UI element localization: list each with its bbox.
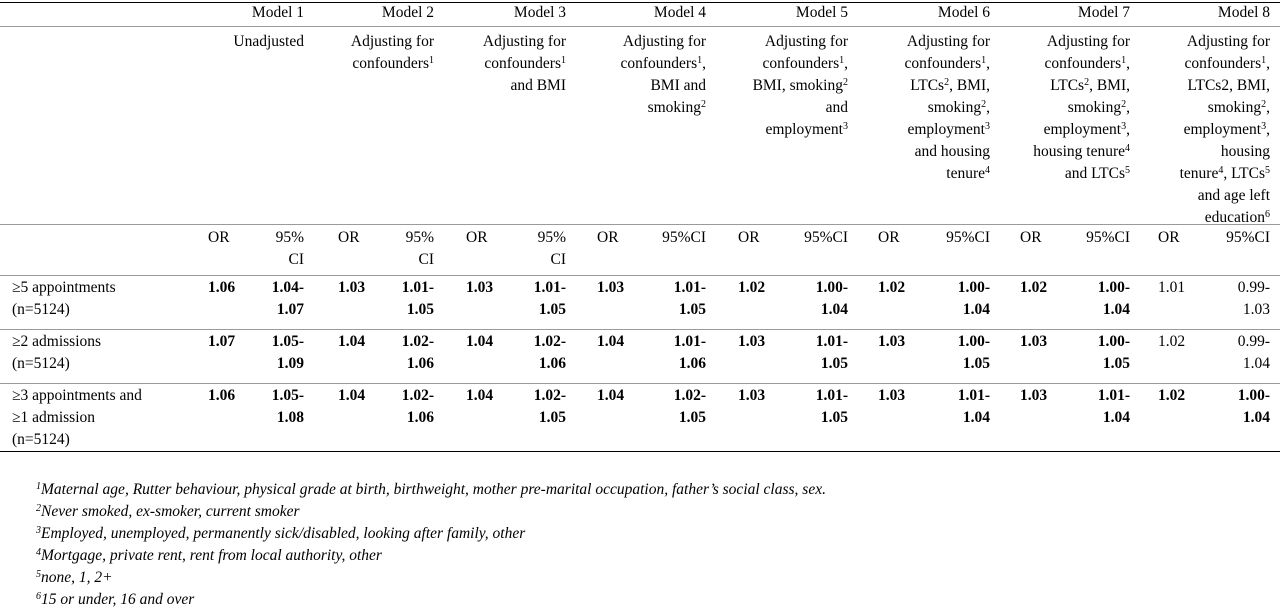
model-name: Model 7 [1077, 4, 1130, 21]
model-description-line: and BMI [510, 77, 566, 94]
model-description-line: smoking$^2$, [927, 99, 990, 116]
confidence-interval-value: 0.99- [1237, 279, 1270, 296]
model-description-line: education$^6$ [1204, 209, 1270, 226]
odds-ratio-value: 1.03 [738, 333, 766, 350]
ci-header: CI [418, 251, 434, 268]
model-description-line: housing [1220, 143, 1270, 160]
footnote-text: 15 or under, 16 and over [41, 591, 195, 608]
model-description-line: Adjusting for [906, 33, 990, 50]
confidence-interval-value: 1.00- [1097, 333, 1130, 350]
footnote-text: Employed, unemployed, permanently sick/disabled, looking after family, other [41, 525, 526, 542]
model-name: Model 5 [795, 4, 848, 21]
odds-ratio-value: 1.04 [338, 387, 366, 404]
model-description-line: Adjusting for [764, 33, 848, 50]
confidence-interval-value: 1.02- [533, 387, 566, 404]
confidence-interval-value: 1.04 [1242, 355, 1270, 372]
model-description-line: BMI and [650, 77, 706, 94]
odds-ratio-value: 1.04 [338, 333, 366, 350]
table-rule [0, 224, 1280, 225]
model-description-line: Unadjusted [233, 33, 304, 50]
table-rule [0, 275, 1280, 276]
footnote-marker: 2 [36, 503, 41, 514]
ci-header: 95%CI [946, 229, 990, 246]
model-description-line: and LTCs$^5$ [1064, 165, 1130, 182]
confidence-interval-value: 1.05 [678, 409, 706, 426]
row-label: ≥2 admissions [12, 333, 102, 350]
confidence-interval-value: 1.01- [401, 279, 434, 296]
ci-header: CI [550, 251, 566, 268]
model-description-line: confounders$^1$, [1184, 55, 1270, 72]
ci-header: 95%CI [662, 229, 706, 246]
model-description-line: employment$^3$, [1183, 121, 1270, 138]
confidence-interval-value: 1.08 [276, 409, 304, 426]
confidence-interval-value: 1.06 [678, 355, 706, 372]
footnote-text: Maternal age, Rutter behaviour, physical grade at birth, birthweight, mother pre-marital occupation, father’s social class, sex. [41, 481, 826, 498]
confidence-interval-value: 1.02- [533, 333, 566, 350]
ci-header: 95%CI [1226, 229, 1270, 246]
confidence-interval-value: 1.05 [678, 301, 706, 318]
confidence-interval-value: 1.00- [957, 279, 990, 296]
confidence-interval-value: 1.01- [1097, 387, 1130, 404]
confidence-interval-value: 1.04 [820, 301, 848, 318]
model-description-line: smoking$^2$, [1207, 99, 1270, 116]
odds-ratio-value: 1.03 [738, 387, 766, 404]
model-name: Model 2 [381, 4, 434, 21]
or-header: OR [1158, 229, 1180, 246]
model-description-line: Adjusting for [1046, 33, 1130, 50]
footnote-text: none, 1, 2+ [41, 569, 113, 586]
confidence-interval-value: 1.01- [673, 279, 706, 296]
confidence-interval-value: 1.01- [815, 333, 848, 350]
ci-header: 95% [537, 229, 566, 246]
model-description-line: BMI, smoking$^2$ [752, 77, 848, 94]
footnote [36, 567, 113, 589]
confidence-interval-value: 1.04 [962, 301, 990, 318]
footnote-marker: 3 [36, 525, 41, 536]
confidence-interval-value: 1.04- [271, 279, 304, 296]
odds-ratio-value: 1.04 [466, 333, 494, 350]
footnote [36, 545, 382, 567]
model-name: Model 6 [937, 4, 990, 21]
row-label: ≥3 appointments and [12, 387, 142, 404]
confidence-interval-value: 1.00- [957, 333, 990, 350]
confidence-interval-value: 1.02- [401, 387, 434, 404]
model-description-line: and [825, 99, 848, 116]
model-description-line: smoking$^2$, [1067, 99, 1130, 116]
ci-header: 95%CI [1086, 229, 1130, 246]
footnote-text: Mortgage, private rent, rent from local authority, other [41, 547, 382, 564]
table-rule [0, 26, 1280, 27]
confidence-interval-value: 1.05- [271, 387, 304, 404]
confidence-interval-value: 1.05 [962, 355, 990, 372]
footnote-marker: 1 [36, 481, 41, 492]
odds-ratio-value: 1.04 [466, 387, 494, 404]
odds-ratio-value: 1.02 [738, 279, 766, 296]
confidence-interval-value: 1.01- [957, 387, 990, 404]
ci-header: 95%CI [804, 229, 848, 246]
row-label: (n=5124) [12, 301, 70, 318]
confidence-interval-value: 0.99- [1237, 333, 1270, 350]
model-description-line: confounders$^1$ [484, 55, 566, 72]
confidence-interval-value: 1.05 [538, 409, 566, 426]
table-rule [0, 451, 1280, 452]
confidence-interval-value: 1.01- [533, 279, 566, 296]
confidence-interval-value: 1.00- [1097, 279, 1130, 296]
footnote-marker: 6 [36, 591, 41, 602]
footnote-text: Never smoked, ex-smoker, current smoker [41, 503, 300, 520]
row-label: ≥1 admission [12, 409, 95, 426]
confidence-interval-value: 1.00- [815, 279, 848, 296]
model-description-line: confounders$^1$, [1044, 55, 1130, 72]
model-name: Model 3 [513, 4, 566, 21]
model-description-line: Adjusting for [1186, 33, 1270, 50]
footnote-marker: 4 [36, 547, 41, 558]
ci-header: 95% [275, 229, 304, 246]
confidence-interval-value: 1.01- [673, 333, 706, 350]
or-header: OR [338, 229, 360, 246]
confidence-interval-value: 1.09 [276, 355, 304, 372]
confidence-interval-value: 1.07 [276, 301, 304, 318]
ci-header: 95% [405, 229, 434, 246]
model-description-line: confounders$^1$, [904, 55, 990, 72]
model-name: Model 4 [653, 4, 706, 21]
confidence-interval-value: 1.05 [1102, 355, 1130, 372]
model-name: Model 8 [1217, 4, 1270, 21]
footnote [36, 589, 194, 611]
odds-ratio-value: 1.02 [878, 279, 906, 296]
or-header: OR [597, 229, 619, 246]
footnote-marker: 5 [36, 569, 41, 580]
row-label: (n=5124) [12, 431, 70, 448]
odds-ratio-value: 1.03 [1020, 387, 1048, 404]
confidence-interval-value: 1.03 [1242, 301, 1270, 318]
model-description-line: housing tenure$^4$ [1033, 143, 1130, 160]
confidence-interval-value: 1.00- [1237, 387, 1270, 404]
model-description-line: LTCs$^2$, BMI, [910, 77, 990, 94]
or-header: OR [208, 229, 230, 246]
model-description-line: LTCs2, BMI, [1187, 77, 1270, 94]
or-header: OR [878, 229, 900, 246]
model-description-line: and age left [1197, 187, 1270, 204]
confidence-interval-value: 1.02- [673, 387, 706, 404]
confidence-interval-value: 1.05 [820, 409, 848, 426]
footnote [36, 523, 525, 545]
odds-ratio-value: 1.03 [878, 333, 906, 350]
odds-ratio-value: 1.03 [466, 279, 494, 296]
confidence-interval-value: 1.04 [1102, 301, 1130, 318]
model-description-line: tenure$^4$, LTCs$^5$ [1179, 165, 1270, 182]
row-label: (n=5124) [12, 355, 70, 372]
model-description-line: Adjusting for [622, 33, 706, 50]
odds-ratio-value: 1.04 [597, 387, 625, 404]
confidence-interval-value: 1.05 [538, 301, 566, 318]
confidence-interval-value: 1.04 [1242, 409, 1270, 426]
or-header: OR [1020, 229, 1042, 246]
model-description-line: Adjusting for [482, 33, 566, 50]
confidence-interval-value: 1.05 [820, 355, 848, 372]
odds-ratio-value: 1.02 [1158, 333, 1186, 350]
odds-ratio-value: 1.04 [597, 333, 625, 350]
confidence-interval-value: 1.05- [271, 333, 304, 350]
model-description-line: tenure$^4$ [946, 165, 990, 182]
odds-ratio-value: 1.03 [1020, 333, 1048, 350]
table-rule [0, 329, 1280, 330]
footnote [36, 479, 826, 501]
odds-ratio-value: 1.01 [1158, 279, 1186, 296]
odds-ratio-value: 1.02 [1020, 279, 1048, 296]
or-header: OR [738, 229, 760, 246]
model-description-line: employment$^3$ [907, 121, 990, 138]
model-description-line: LTCs$^2$, BMI, [1050, 77, 1130, 94]
model-description-line: Adjusting for [350, 33, 434, 50]
odds-ratio-value: 1.03 [597, 279, 625, 296]
odds-ratio-value: 1.03 [338, 279, 366, 296]
confidence-interval-value: 1.04 [962, 409, 990, 426]
model-name: Model 1 [251, 4, 304, 21]
model-description-line: and housing [914, 143, 990, 160]
odds-ratio-value: 1.06 [208, 279, 236, 296]
model-description-line: employment$^3$ [765, 121, 848, 138]
confidence-interval-value: 1.04 [1102, 409, 1130, 426]
confidence-interval-value: 1.06 [406, 355, 434, 372]
ci-header: CI [288, 251, 304, 268]
odds-ratio-value: 1.06 [208, 387, 236, 404]
confidence-interval-value: 1.01- [815, 387, 848, 404]
confidence-interval-value: 1.05 [406, 301, 434, 318]
footnote [36, 501, 300, 523]
model-description-line: smoking$^2$ [647, 99, 706, 116]
confidence-interval-value: 1.02- [401, 333, 434, 350]
table-rule [0, 383, 1280, 384]
odds-ratio-value: 1.07 [208, 333, 236, 350]
model-description-line: confounders$^1$, [620, 55, 706, 72]
confidence-interval-value: 1.06 [406, 409, 434, 426]
model-description-line: confounders$^1$ [352, 55, 434, 72]
model-description-line: confounders$^1$, [762, 55, 848, 72]
confidence-interval-value: 1.06 [538, 355, 566, 372]
odds-ratio-value: 1.02 [1158, 387, 1186, 404]
odds-ratio-value: 1.03 [878, 387, 906, 404]
model-description-line: employment$^3$, [1043, 121, 1130, 138]
or-header: OR [466, 229, 488, 246]
row-label: ≥5 appointments [12, 279, 116, 296]
